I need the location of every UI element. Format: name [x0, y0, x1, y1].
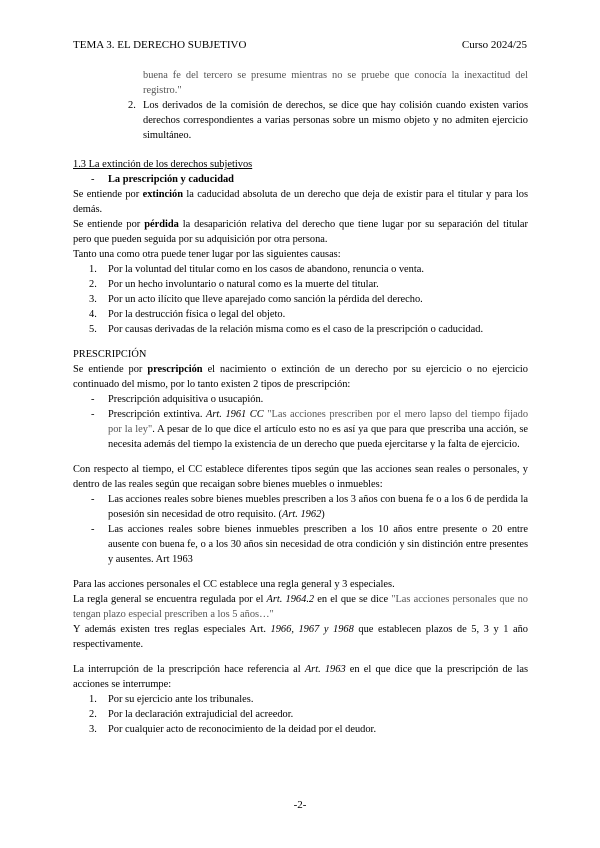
list-number: 2.	[128, 100, 136, 111]
real-actions-list	[73, 492, 528, 567]
quote-continuation: buena fe del tercero se presume mientras no se pruebe que conocía la inexactitud del registro."	[143, 70, 528, 96]
list-item	[73, 98, 528, 143]
list-item: - Las acciones reales sobre bienes muebles prescriben a los 3 años con buena fe o a los 6 de perdida la posesión sin necesidad de otro requisito. (Art. 1962)	[91, 494, 528, 520]
causes-list	[73, 262, 528, 337]
list-item: 5. Por causas derivadas de la relación misma como es el caso de la prescripción o caducidad.	[89, 324, 484, 335]
page-body	[73, 68, 528, 737]
list-item-text: Los derivados de la comisión de derechos, se dice que hay colisión cuando existen varios derechos correspondientes a varias personas sobre un mismo objeto y no admiten ejercicio simultáneo.	[143, 100, 528, 141]
section-heading-prescripcion: PRESCRIPCIÓN	[73, 349, 147, 360]
paragraph-tiempo: Con respecto al tiempo, el CC establece diferentes tipos según que las acciones sean reales o personales, y dentro de las reales según que recaigan sobre bienes muebles o inmuebles:	[73, 464, 528, 490]
list-item: - Las acciones reales sobre bienes inmuebles prescriben a los 10 años entre presente o 20 entre ausente con buena fe, o a los 30 años sin necesidad de otra condición y sin distinción entre presentes y ausentes. Art 1963	[91, 524, 528, 565]
paragraph-interrupcion: La interrupción de la prescripción hace referencia al Art. 1963 en el que dice que la prescripción de las acciones se interrumpe:	[73, 664, 528, 690]
paragraph-personales: Para las acciones personales el CC establece una regla general y 3 especiales.	[73, 579, 395, 590]
prescription-types-list	[73, 392, 528, 452]
list-item: 2. Por un hecho involuntario o natural como es la muerte del titular.	[89, 279, 379, 290]
list-item: 1. Por la voluntad del titular como en los casos de abandono, renuncia o venta.	[89, 264, 424, 275]
header-title: TEMA 3. EL DERECHO SUBJETIVO	[73, 39, 247, 51]
paragraph-regla-general: La regla general se encuentra regulada por el Art. 1964.2 en el que se dice "Las acciones personales que no tengan plazo especial prescriben a los 5 años…"	[73, 594, 529, 620]
list-item: 3. Por un acto ilícito que lleve aparejado como sanción la pérdida del derecho.	[89, 294, 423, 305]
paragraph-causes-intro: Tanto una como otra puede tener lugar por las siguientes causas:	[73, 249, 341, 260]
list-item: 3. Por cualquier acto de reconocimiento de la deidad por el deudor.	[89, 724, 377, 735]
paragraph-prescripcion: Se entiende por prescripción el nacimiento o extinción de un derecho por su ejercicio o no ejercicio continuado del mismo, por lo tanto existen 2 tipos de prescripción:	[73, 364, 529, 390]
list-item: - Prescripción extintiva. Art. 1961 CC "Las acciones prescriben por el mero lapso del tiempo fijado por la ley". A pesar de lo que dice el artículo esto no es así ya que para que prescriba una acción, se necesita además del tiempo la existencia de un derecho que pueda ejercitarse y la falta de ejercicio.	[91, 409, 529, 450]
paragraph-extincion: Se entiende por extinción la caducidad absoluta de un derecho que deja de existir para el titular y para los demás.	[73, 189, 528, 215]
paragraph-reglas-especiales: Y además existen tres reglas especiales Art. 1966, 1967 y 1968 que establecen plazos de 5, 3 y 1 año respectivamente.	[73, 624, 528, 650]
subheading: - La prescripción y caducidad	[91, 174, 234, 185]
section-heading: 1.3 La extinción de los derechos subjetivos	[73, 159, 253, 170]
list-item: 2. Por la declaración extrajudicial del acreedor.	[89, 709, 294, 720]
header-course: Curso 2024/25	[461, 39, 527, 51]
list-item: 4. Por la destrucción física o legal del objeto.	[89, 309, 286, 320]
paragraph-perdida: Se entiende por pérdida la desaparición relativa del derecho que tiene lugar por su separación del titular pero que pueden seguida por su adquisición por otra persona.	[73, 219, 529, 245]
interruption-list	[73, 692, 528, 737]
list-item: 1. Por su ejercicio ante los tribunales.	[89, 694, 254, 705]
page-number: -2-	[293, 799, 307, 811]
list-item: - Prescripción adquisitiva o usucapión.	[91, 394, 264, 405]
